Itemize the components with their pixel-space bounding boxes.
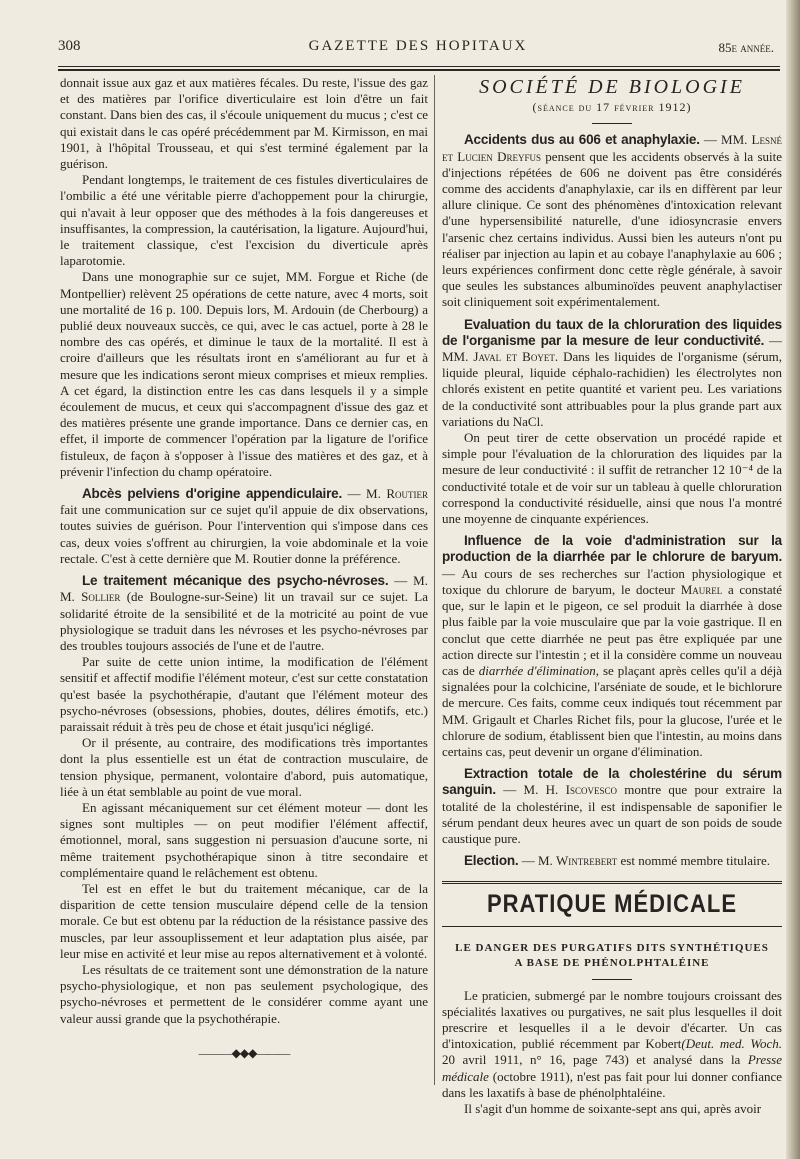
article-text: Dans les liquides de l'organisme (sérum, liquide pleural, liquide céphalo-rachidien) les électrolytes non chlorés existent en petite quantité et varient peu. Les variations de la conductivité sont attribuables pour la plus grande part aux variations du NaCl. xyxy=(442,349,782,429)
author-name: Lesné et Lucien Dreyfus xyxy=(442,132,782,164)
article-text: a constaté que, sur le lapin et le pigeon, ce sel produit la diarrhée à dose plus faible par la voie musculaire que par la voie gastrique. Il en conclut que cette diarrhée ne peut pas être expliquée par une action directe sur l'intestin ; et il la considère comme un nouveau cas de xyxy=(442,581,782,678)
section-rule xyxy=(592,979,632,980)
heading-line: LE DANGER DES PURGATIFS DITS SYNTHÉTIQUES xyxy=(455,941,769,954)
paragraph: Les résultats de ce traitement sont une démonstration de la nature psycho-physiologique, et non pas seulement psychologique, des psycho-névroses et permettent de le considérer comme ayant une valeur aussi grande que la psychothérapie. xyxy=(60,961,428,1026)
paragraph: Or il présente, au contraire, des modifications très importantes dont la plus essentielle est un état de contraction musculaire, de tension physique, permanent, volontaire d'abord, puis automatique, liée à un état semblable au point de vue moral. xyxy=(60,735,428,799)
article-text: est nommé membre titulaire. xyxy=(620,853,770,869)
paragraph: Tel est en effet le but du traitement mécanique, car de la disparition de cette tension musculaire dépend celle de la tension morale. Ce but est obtenu par la réduction de la résistance passive des muscles, par leur assouplissement et leur adaptation plus aisée, par leur mise en activité et leur mise au repos alternativement et à volonté. xyxy=(60,880,428,961)
session-date: (séance du 17 février 1912) xyxy=(532,100,692,115)
article-text: pensent que les accidents observés à la suite d'injections répétées de 606 ne doivent pas être considérés comme des accidents d'anaphylaxie, car ils en diffèrent par leur allure clinique. Ce sont des phénomènes d'intoxication relevant d'une hypersensibilité naturelle, d'une idiosyncrasie envers l'arsenic chez certains individus. Aussi bien les auteurs n'ont pu réaliser par injection au lapin et au cobaye l'anaphylaxie au 606 ; leurs expériences confirment donc cette règle générale, à savoir que seules les substances albuminoïdes peuvent anaphylactiser soit cliniquement soit expérimentalement. xyxy=(442,148,782,310)
article-text: 20 avril 1911, n° 16, page 743) et analysé dans la xyxy=(442,1052,741,1068)
article-election: Election. — M. Wintrebert est nommé membre titulaire. xyxy=(464,853,770,869)
citation: Presse médicale xyxy=(442,1052,782,1084)
paragraph: On peut tirer de cette observation un procédé rapide et simple pour l'évaluation de la chloruration des liquides par la mesure de leur conductivité : il suffit de retrancher 12 10⁻⁴ de la conductivité totale et de voir sur un tableau à quelle chloruration correspond la conductivité résiduelle, ainsi que nous l'a montré une moyenne de cinquante expériences. xyxy=(442,430,782,527)
article-evaluation: Evaluation du taux de la chloruration des liquides de l'organisme par la mesure de leur conductivité. — MM. Javal et Boyet. Dans les liquides de l'organisme (sérum, liquide pleural, liquide céphalo-rachidien) les électrolytes non chlorés existent en petite quantité et varient peu. Les variations de la conductivité sont attribuables pour la plus grande part aux variations du NaCl. xyxy=(442,316,783,429)
page-number: 308 xyxy=(58,38,81,54)
author-name: Wintrebert xyxy=(556,853,618,869)
article-text: (octobre 1911), n'est pas fait pour lui donner confiance dans les laxatifs à base de phénolphtaléine. xyxy=(442,1068,783,1100)
page-edge-shadow xyxy=(786,0,800,1159)
article-accidents: Accidents dus au 606 et anaphylaxie. — MM. Lesné et Lucien Dreyfus pensent que les accidents observés à la suite d'injections répétées de 606 ne doivent pas être considérés comme des accidents d'anaphylaxie, car ils en diffèrent par leur allure clinique. Ce sont des phénomènes d'intoxication relevant d'une hypersensibilité naturelle, d'une idiosyncrasie envers l'arsenic chez certains individus. Aussi bien les auteurs n'ont pu réaliser par injection au lapin et au cobaye l'anaphylaxie au 606 ; leurs expériences confirment donc cette règle générale, à savoir que seules les substances albuminoïdes peuvent anaphylactiser soit cliniquement soit expérimentalement. xyxy=(442,132,782,310)
journal-title: GAZETTE DES HOPITAUX xyxy=(308,38,528,54)
paragraph: Par suite de cette union intime, la modification de l'élément sensitif et affectif modifie l'élément moteur, c'est sur cette constatation qu'est basée la psychothérapie, d'autant que l'élément moteur des psycho-névroses (obsessions, phobies, doutes, délires émotifs, etc.) paraissait réduit à très peu de chose et était jusqu'ici négligé. xyxy=(60,654,428,734)
section-title: PRATIQUE MÉDICALE xyxy=(486,889,738,919)
article-title: Le traitement mécanique des psycho-névroses. xyxy=(82,573,389,589)
article-traitement: Le traitement mécanique des psycho-névroses. — M. M. Sollier (de Boulogne-sur-Seine) lit un travail sur ce sujet. La solidarité étroite de la sensibilité et de la motricité au point de vue physiologique se traduit dans les névroses et les psycho-névroses par des troubles toujours associés de l'une et de l'autre. xyxy=(60,573,428,653)
article-title: Abcès pelviens d'origine appendiculaire. xyxy=(82,486,343,502)
author-name: Sollier xyxy=(81,589,121,605)
paragraph: donnait issue aux gaz et aux matières fécales. Du reste, l'issue des gaz et des matières par l'orifice diverticulaire est loin d'être un fait constant. Dans bien des cas, il s'écoule uniquement du mucus ; c'est ce qui existait dans le cas opéré précédemment par M. Kirmisson, en mai 1901, à l'hôpital Trousseau, et qui s'est terminé également par la guérison. xyxy=(60,75,428,172)
journal-year: 85e année. xyxy=(718,40,774,55)
right-column xyxy=(442,75,782,1117)
article-title: Election. xyxy=(464,853,519,869)
article-heading xyxy=(442,941,782,971)
citation: (Deut. med. Woch. xyxy=(681,1036,782,1052)
section-rule xyxy=(592,123,632,124)
article-abces: Abcès pelviens d'origine appendiculaire. — M. Routier fait une communication sur ce sujet qu'il appuie de dix observations, toutes suivies de guérison. Pour l'intervention qui s'impose dans ces cas, deux voies s'offrent au chirurgien, la voie abdominale et la voie rectale. C'est à cette dernière que M. Routier donne la préférence. xyxy=(60,486,428,566)
article-title: Evaluation du taux de la chloruration des liquides de l'organisme par la mesure de leur conductivité. xyxy=(442,316,782,348)
author-name: Routier xyxy=(386,486,428,502)
article-text: fait une communication sur ce sujet qu'il appuie de dix observations, toutes suivies de guérison. Pour l'intervention qui s'impose dans ces cas, deux voies s'offrent au chirurgien, la voie abdominale et la voie rectale. C'est à cette dernière que M. Routier donne la préférence. xyxy=(60,502,428,566)
author-name: Maurel xyxy=(680,581,723,597)
article-text: montre que pour extraire la totalité de la cholestérine, il est indispensable de saponifier le sérum pendant deux heures avec un quart de son poids de soude caustique pure. xyxy=(442,782,783,846)
heading-line: A BASE DE PHÉNOLPHTALÉINE xyxy=(514,956,710,969)
end-ornament: ———◆◆◆——— xyxy=(198,1045,290,1060)
italic-term: diarrhée d'élimination xyxy=(478,662,596,678)
article-text: Le praticien, submergé par le nombre toujours croissant des spécialités laxatives ou purgatives, ne sait plus lesquelles il doit prescrire et lesquelles il a le devoir d'écarter. Un cas d'intoxication, publié récemment par Kobert xyxy=(442,987,782,1052)
paragraph: Dans une monographie sur ce sujet, MM. Forgue et Riche (de Montpellier) relèvent 25 opérations de cette nature, avec 4 morts, soit une mortalité de 16 p. 100. Depuis lors, M. Ardouin (de Cherbourg) a publié deux nouveaux succès, ce qui, avec le cas actuel, porte à 28 le nombre des cas opérés, et diminue le taux de la mortalité. Il est à croire d'ailleurs que les résultats iront en s'améliorant au fur et à mesure que les indications seront mieux comprises et mieux remplies. A cet égard, la distinction entre les cas dans lesquels il y a simple écoulement de mucus, et ceux qui s'accompagnent d'issue des gaz et des matières présente une grande importance. Dans ce dernier cas, en effet, il importe de commencer l'opération par la ligature de l'orifice fistuleux, de façon à s'opposer à l'issue des matières et des gaz, et à prévenir l'infection du champ opératoire. xyxy=(60,269,428,479)
article-influence: Influence de la voie d'administration sur la production de la diarrhée par le chlorure de baryum. — Au cours de ses recherches sur l'action physiologique et toxique du chlorure de baryum, le docteur Maurel a constaté que, sur le lapin et le pigeon, ce sel produit la diarrhée à dose plus faible par la voie musculaire que par la voie gastrique. Il en conclut que cette diarrhée ne peut pas être expliquée par une action directe sur l'intestin ; et il la considère comme un nouveau cas de diarrhée d'élimination, se plaçant après celles qu'il a déjà signalées pour la colchicine, l'arséniate de soude, et le bichlorure de mercure. Ces faits, comme ceux indiqués tout récemment par MM. Grigault et Charles Richet fils, pour la glucose, l'urée et le chlorure de sodium, établissent bien que l'intestin, au moins dans certains cas, peut devenir un organe d'élimination. xyxy=(442,533,783,759)
paragraph: Il s'agit d'un homme de soixante-sept ans qui, après avoir xyxy=(464,1100,762,1116)
header-rule-thick xyxy=(58,69,780,71)
article-title: Extraction totale de la cholestérine du sérum sanguin. xyxy=(442,766,782,798)
paragraph xyxy=(442,988,782,1101)
paragraph: En agissant mécaniquement sur cet élément moteur — dont les signes sont multiples — on peut modifier l'élément affectif, émotionnel, moral, sans suggestion ni persuasion d'aucune sorte, ni même traitement psychothérapique sinon à titre secondaire et complémentaire quand le relâchement est obtenu. xyxy=(60,799,428,880)
author-name: Javal et Boyet. xyxy=(473,349,559,365)
header-rule xyxy=(58,66,780,67)
article-text: Au cours de ses recherches sur l'action physiologique et toxique du chlorure de baryum, le docteur xyxy=(442,565,782,597)
society-title: SOCIÉTÉ DE BIOLOGIE xyxy=(479,76,745,98)
article-title: Accidents dus au 606 et anaphylaxie. xyxy=(464,132,700,148)
column-divider xyxy=(434,75,435,1085)
article-title: Influence de la voie d'administration sur la production de la diarrhée par le chlorure de baryum. xyxy=(442,533,782,565)
author-name: Iscovesco xyxy=(565,782,617,798)
running-header xyxy=(58,38,778,60)
paragraph: Pendant longtemps, le traitement de ces fistules diverticulaires de l'ombilic a été une véritable pierre d'achoppement pour la chirurgie, qui n'avait à leur opposer que des méthodes à la fois dangereuses et insuffisantes, la compression, la cautérisation, la ligature. Aujourd'hui, le traitement classique, c'est l'excision du diverticule après laparotomie. xyxy=(60,172,428,269)
section-banner xyxy=(442,881,782,926)
article-text: (de Boulogne-sur-Seine) lit un travail sur ce sujet. La solidarité étroite de la sensibilité et de la motricité au point de vue physiologique se traduit dans les névroses et les psycho-névroses par des troubles toujours associés de l'une et de l'autre. xyxy=(60,589,428,653)
article-text: , se plaçant après celles qu'il a déjà signalées pour la colchicine, l'arséniate de soude, et le bichlorure de mercure. Ces faits, comme ceux indiqués tout récemment par MM. Grigault et Charles Richet fils, pour la glucose, l'urée et le chlorure de sodium, établissent bien que l'intestin, au moins dans certains cas, peut devenir un organe d'élimination. xyxy=(442,662,783,759)
left-column xyxy=(60,75,428,1061)
article-extraction: Extraction totale de la cholestérine du sérum sanguin. — M. H. Iscovesco montre que pour extraire la totalité de la cholestérine, il est indispensable de saponifier le sérum pendant deux heures avec un quart de son poids de soude caustique pure. xyxy=(442,766,783,846)
